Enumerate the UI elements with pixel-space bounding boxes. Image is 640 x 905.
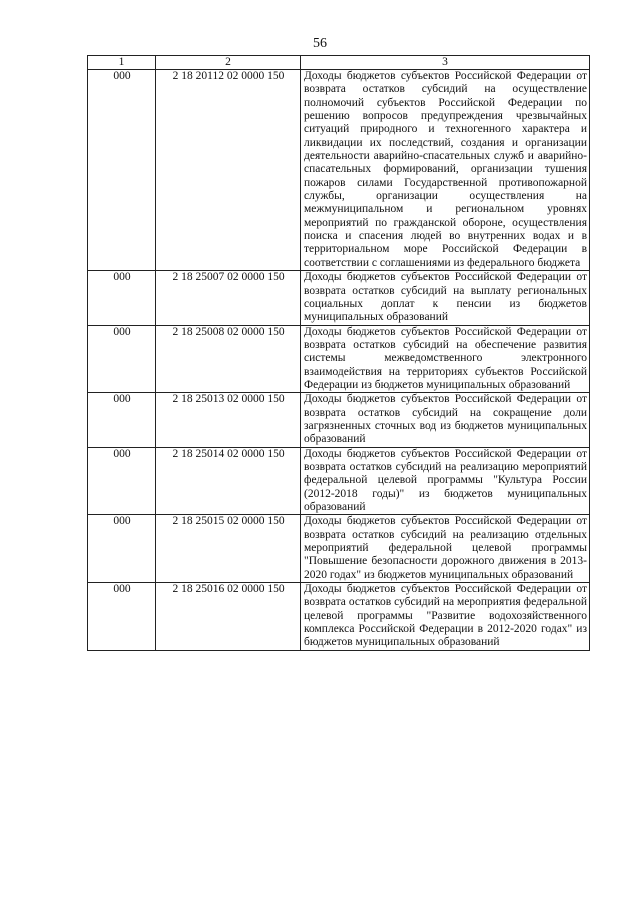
revenue-code-cell: 2 18 25016 02 0000 150 xyxy=(156,583,301,651)
revenue-description-cell: Доходы бюджетов субъектов Российской Федерации от возврата остатков субсидий на осуществление полномочий субъектов Российской Федерации по решению вопросов предупреждения чрезвычайных ситуаций природного и техногенного характера и ликвидации их последствий, создания и организации деятельности аварийно-спасательных служб и аварийно-спасательных формирований, организации тушения пожаров силами Государственной противопожарной службы, организации осуществления на межмуниципальном и региональном уровнях мероприятий по гражданской обороне, осуществления поиска и спасения людей во внутренних водах и в территориальном море Российской Федерации в соответствии с соглашениями из федерального бюджета xyxy=(301,70,590,271)
table-row xyxy=(88,393,590,447)
header-col-3: 3 xyxy=(301,56,590,70)
header-col-1: 1 xyxy=(88,56,156,70)
revenue-code-cell: 2 18 25013 02 0000 150 xyxy=(156,393,301,447)
header-row xyxy=(88,56,590,70)
revenue-description-cell: Доходы бюджетов субъектов Российской Федерации от возврата остатков субсидий на выплату региональных социальных доплат к пенсии из бюджетов муниципальных образований xyxy=(301,271,590,325)
page-number: 56 xyxy=(313,36,327,51)
revenue-description-cell: Доходы бюджетов субъектов Российской Федерации от возврата остатков субсидий на реализацию отдельных мероприятий федеральной целевой программы "Повышение безопасности дорожного движения в 2013-2020 годах" из бюджетов муниципальных образований xyxy=(301,515,590,583)
revenue-code-cell: 2 18 20112 02 0000 150 xyxy=(156,70,301,271)
table-header xyxy=(88,56,590,70)
table-row xyxy=(88,325,590,393)
revenue-description-cell: Доходы бюджетов субъектов Российской Федерации от возврата остатков субсидий на сокращение доли загрязненных сточных вод из бюджетов муниципальных образований xyxy=(301,393,590,447)
table-row xyxy=(88,70,590,271)
admin-code-cell: 000 xyxy=(88,515,156,583)
table-row xyxy=(88,583,590,651)
budget-codes-table xyxy=(87,55,590,651)
table-row xyxy=(88,515,590,583)
revenue-code-cell: 2 18 25015 02 0000 150 xyxy=(156,515,301,583)
header-col-2: 2 xyxy=(156,56,301,70)
revenue-code-cell: 2 18 25014 02 0000 150 xyxy=(156,447,301,515)
revenue-code-cell: 2 18 25007 02 0000 150 xyxy=(156,271,301,325)
admin-code-cell: 000 xyxy=(88,70,156,271)
revenue-description-cell: Доходы бюджетов субъектов Российской Федерации от возврата остатков субсидий на реализацию мероприятий федеральной целевой программы "Культура России (2012-2018 годы)" из бюджетов муниципальных образований xyxy=(301,447,590,515)
admin-code-cell: 000 xyxy=(88,583,156,651)
revenue-description-cell: Доходы бюджетов субъектов Российской Федерации от возврата остатков субсидий на мероприятия федеральной целевой программы "Развитие водохозяйственного комплекса Российской Федерации в 2012-2020 годах" из бюджетов муниципальных образований xyxy=(301,583,590,651)
admin-code-cell: 000 xyxy=(88,447,156,515)
admin-code-cell: 000 xyxy=(88,325,156,393)
revenue-description-cell: Доходы бюджетов субъектов Российской Федерации от возврата остатков субсидий на обеспечение развития системы межведомственного электронного взаимодействия на территориях субъектов Российской Федерации из бюджетов муниципальных образований xyxy=(301,325,590,393)
table-row xyxy=(88,271,590,325)
table-body xyxy=(88,70,590,651)
revenue-code-cell: 2 18 25008 02 0000 150 xyxy=(156,325,301,393)
admin-code-cell: 000 xyxy=(88,271,156,325)
admin-code-cell: 000 xyxy=(88,393,156,447)
table-row xyxy=(88,447,590,515)
